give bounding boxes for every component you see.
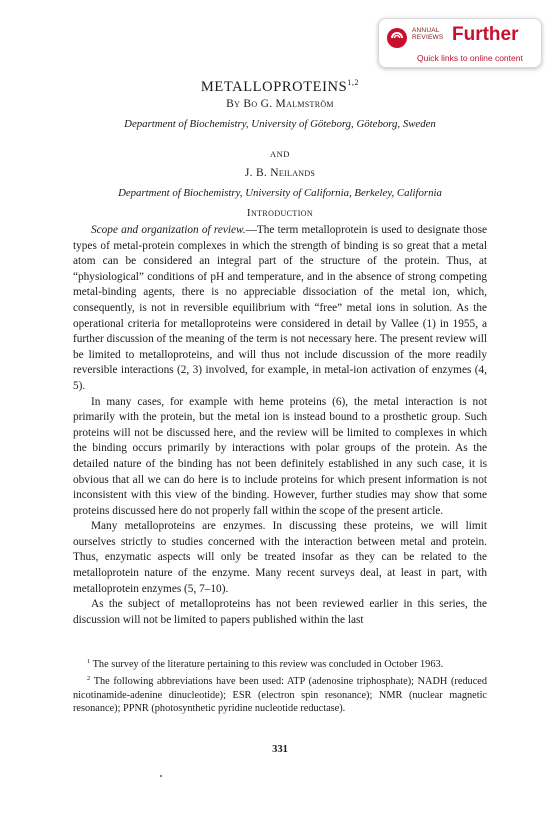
badge-publisher-label: ANNUAL REVIEWS — [412, 27, 444, 41]
article-title: METALLOPROTEINS$^{1,2}$ — [200, 78, 360, 95]
paragraph-4: As the subject of metalloproteins has not been reviewed earlier in this series, the discussion will not be limited to papers published within the last — [73, 598, 487, 626]
badge-subtitle: Quick links to online content — [417, 53, 523, 63]
scan-speck — [160, 775, 162, 777]
author-1-name: By Bo G. Malmström — [226, 98, 334, 110]
author-separator: AND — [270, 149, 290, 159]
section-heading: Introduction — [246, 207, 314, 219]
paragraph-lead: Scope and organization of review. — [91, 224, 246, 236]
author-1-affiliation: Department of Biochemistry, University of Göteborg, Göteborg, Sweden — [124, 118, 436, 130]
author-2-name: J. B. Neilands — [244, 167, 316, 179]
title-footnote-marks: 1,2 — [347, 78, 360, 87]
annual-reviews-further-link[interactable] — [378, 18, 542, 68]
paragraph-2: In many cases, for example with heme proteins (6), the metal interaction is not primarily with the protein, but the metal ion is instead bound to a prosthetic group. Such proteins will not be discussed here, and the review will be limited to complexes in which the binding occurs primarily by interactions with polar groups of the protein. As the detailed nature of the binding has not been definitely established in any such case, it is obvious that all we can do here is to include proteins for which present information is not inconsistent with this view of the binding. However, further studies may show that some proteins discussed here do not properly fall within the scope of the present article. — [73, 395, 487, 517]
page-number: 331 — [272, 744, 288, 755]
badge-brand: Further — [452, 24, 519, 45]
article-body — [73, 223, 487, 628]
footnote-2: $^2$ The following abbreviations have been used: ATP (adenosine triphosphate); NADH (reduced nicotinamide-adenine dinucleotide); ESR (electron spin resonance); NMR (nuclear magnetic resonance); PPNR (photosynthetic pyridine nucleotide reductase). — [73, 675, 487, 715]
annual-reviews-logo-icon — [387, 28, 407, 48]
paragraph-1: Scope and organization of review.—The term metalloprotein is used to designate those types of metal-protein complexes in which the strength of binding is so great that a metal atom can be considered an integral part of the structure of the protein. Thus, at “physiological” conditions of pH and temperature, and in the absence of strong competing metal-binding agents, there is no appreciable dissociation of the metal ion, which, consequently, is not in reversible equilibrium with “free” metal ions in solution. As the operational criteria for metalloproteins were considered in detail by Vallee (1) in 1955, a further discussion of the meaning of the term is not necessary here. The present review will be limited to metalloproteins, and will thus not include discussion of the more readily reversible interactions (2, 3) involved, for example, in metal-ion activation of enzymes (4, 5). — [73, 224, 488, 392]
footnotes — [73, 655, 487, 717]
paragraph-3: Many metalloproteins are enzymes. In discussing these proteins, we will limit ourselves strictly to studies concerned with the interaction between metal and protein. Thus, enzymatic aspects will only be treated insofar as they can be related to the metalloprotein nature of the enzyme. Many recent surveys deal, at least in part, with metalloprotein enzymes (5, 7–10). — [73, 520, 487, 595]
footnote-1: $^1$ The survey of the literature pertaining to this review was concluded in October 1963. — [87, 658, 444, 670]
author-2-affiliation: Department of Biochemistry, University of California, Berkeley, California — [118, 187, 442, 199]
